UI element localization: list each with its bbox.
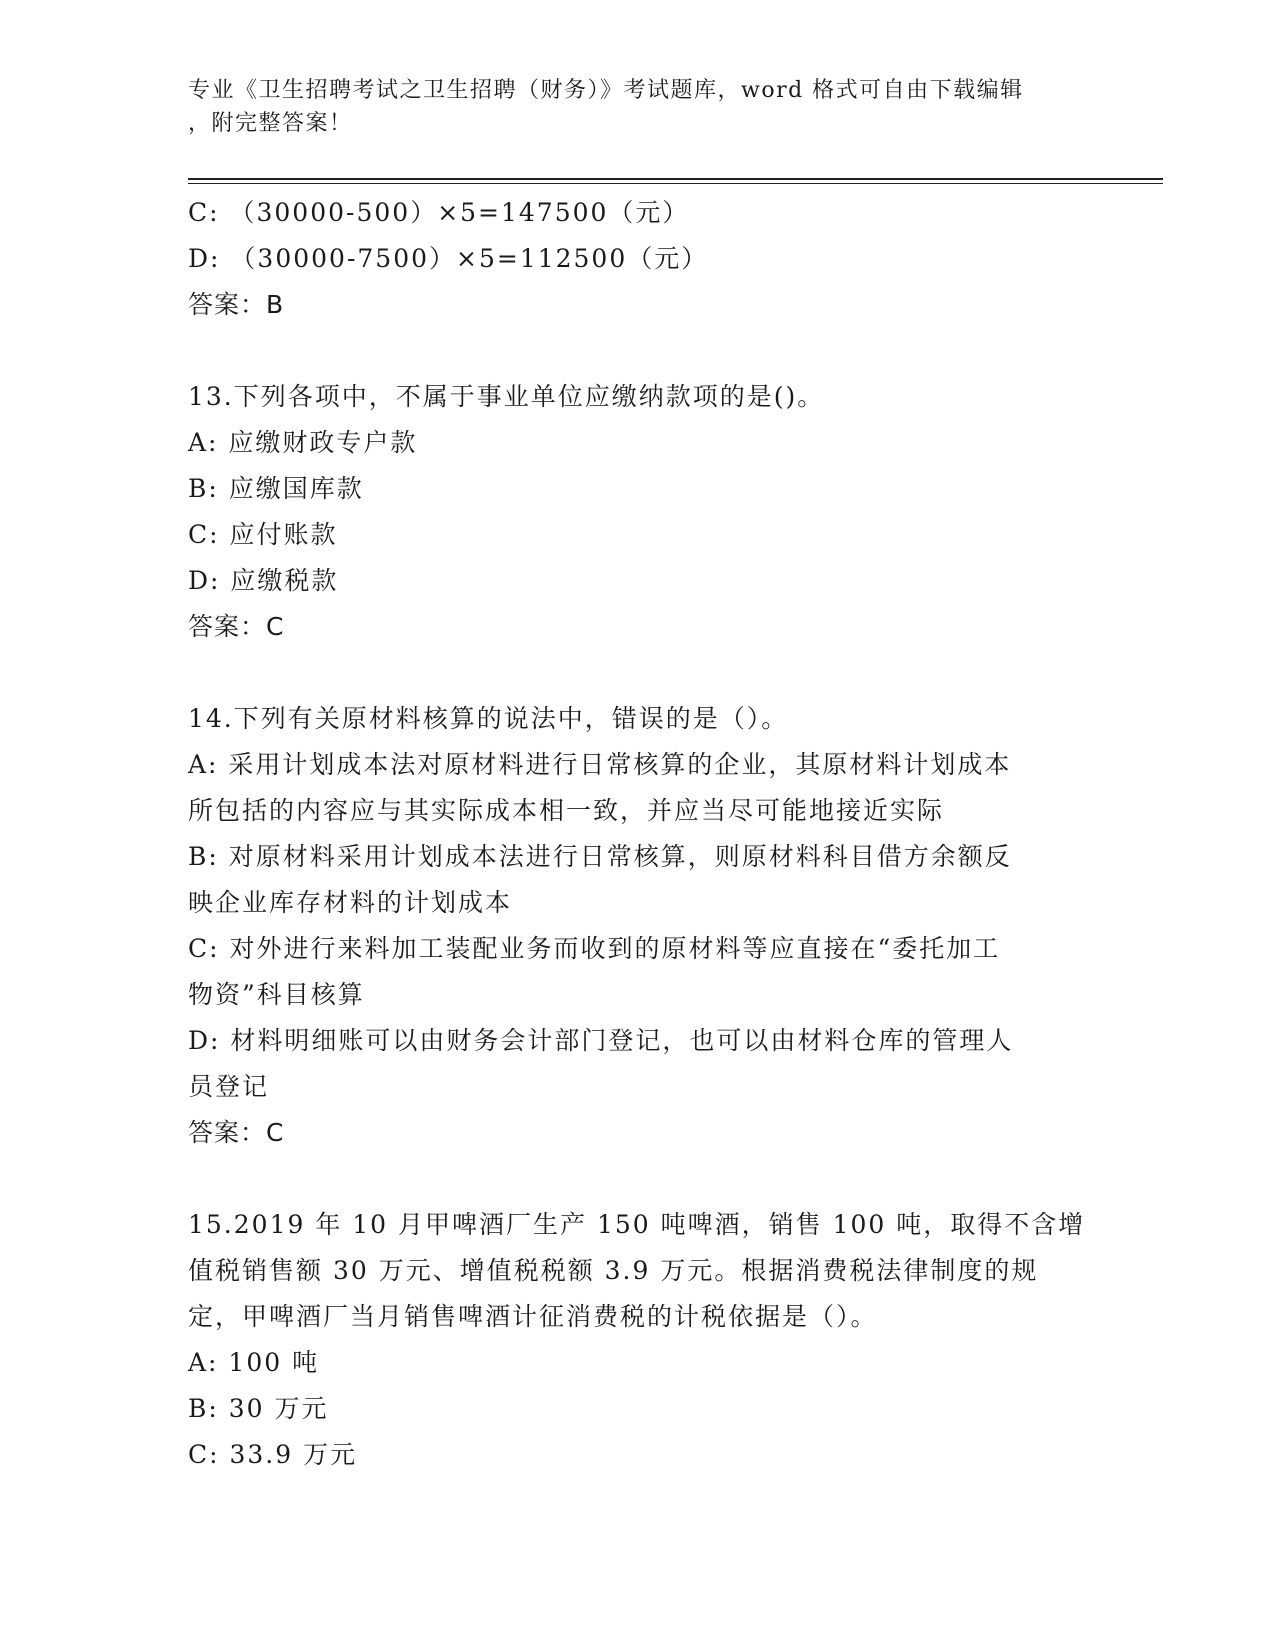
- spacer: [188, 328, 1088, 374]
- spacer: [188, 650, 1088, 696]
- header-title-line2: ，附完整答案！: [188, 111, 353, 136]
- option-c: C: （30000-500）×5=147500（元）: [188, 198, 690, 227]
- option-c-line2: 物资”科目核算: [188, 980, 365, 1009]
- question-stem-line1: 15.2019 年 10 月甲啤酒厂生产 150 吨啤酒，销售 100 吨，取得不含增: [188, 1210, 1086, 1239]
- question-15: [188, 1202, 1088, 1478]
- option-c-line1: C: 对外进行来料加工装配业务而收到的原材料等应直接在“委托加工: [188, 934, 1001, 963]
- question-stem: 14.下列有关原材料核算的说法中，错误的是（）。: [188, 704, 789, 733]
- option-d: D: （30000-7500）×5=112500（元）: [188, 244, 709, 273]
- option-a: A: 100 吨: [188, 1348, 320, 1377]
- option-b-line1: B: 对原材料采用计划成本法进行日常核算，则原材料科目借方余额反: [188, 842, 1012, 871]
- option-a-line1: A: 采用计划成本法对原材料进行日常核算的企业，其原材料计划成本: [188, 750, 1012, 779]
- document-header: [188, 74, 1068, 140]
- option-c: C: 应付账款: [188, 520, 338, 549]
- question-stem-line2: 值税销售额 30 万元、增值税税额 3.9 万元。根据消费税法律制度的规: [188, 1256, 1039, 1285]
- question-13: [188, 374, 1088, 650]
- option-b-line2: 映企业库存材料的计划成本: [188, 888, 513, 917]
- option-b: B: 30 万元: [188, 1394, 329, 1423]
- answer: 答案：B: [188, 290, 285, 319]
- header-title-line1: 专业《卫生招聘考试之卫生招聘（财务）》考试题库，word 格式可自由下载编辑: [188, 78, 1024, 103]
- spacer: [188, 1156, 1088, 1202]
- option-c: C: 33.9 万元: [188, 1440, 358, 1469]
- answer: 答案：C: [188, 1118, 285, 1147]
- option-d: D: 应缴税款: [188, 566, 339, 595]
- header-divider-thick: [188, 178, 1163, 180]
- question-stem-line3: 定，甲啤酒厂当月销售啤酒计征消费税的计税依据是（）。: [188, 1302, 878, 1331]
- question-12-tail: [188, 190, 1088, 328]
- option-b: B: 应缴国库款: [188, 474, 364, 503]
- question-14: [188, 696, 1088, 1156]
- option-a: A: 应缴财政专户款: [188, 428, 418, 457]
- option-d-line1: D: 材料明细账可以由财务会计部门登记，也可以由材料仓库的管理人: [188, 1026, 1014, 1055]
- question-list: [188, 190, 1088, 1478]
- option-d-line2: 员登记: [188, 1072, 270, 1101]
- question-stem: 13.下列各项中，不属于事业单位应缴纳款项的是()。: [188, 382, 825, 411]
- header-divider-thin: [188, 183, 1163, 184]
- answer: 答案：C: [188, 612, 285, 641]
- option-a-line2: 所包括的内容应与其实际成本相一致，并应当尽可能地接近实际: [188, 796, 945, 825]
